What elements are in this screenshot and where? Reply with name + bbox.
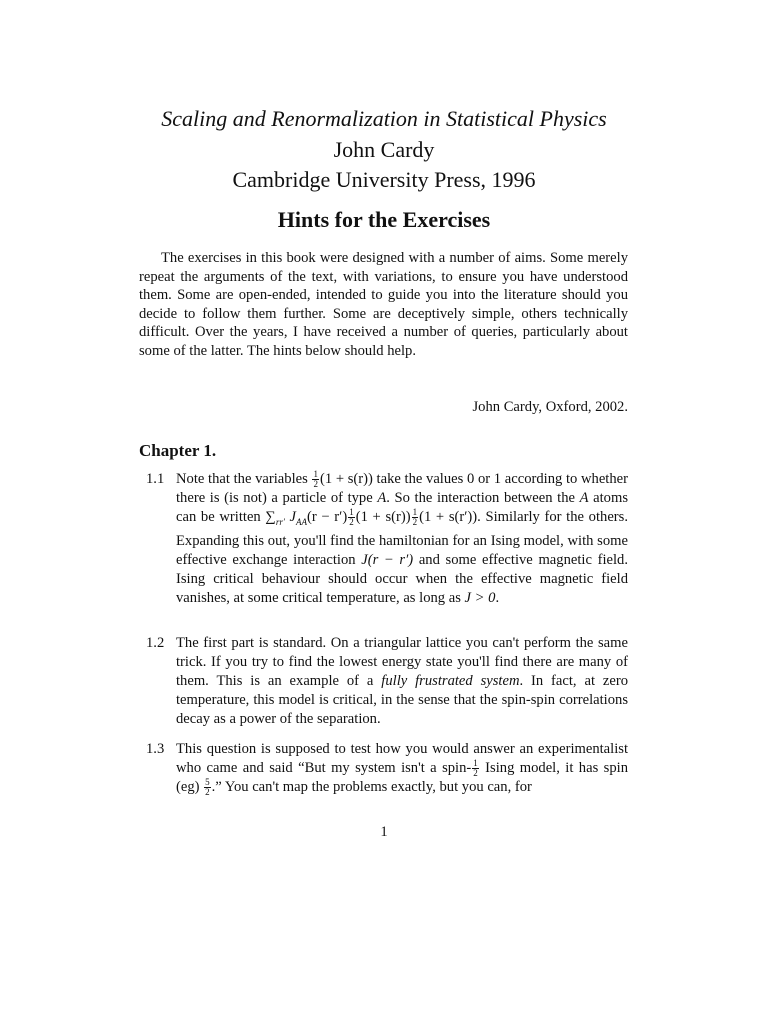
- intro-paragraph: The exercises in this book were designed with a number of aims. Some merely repeat the arguments of the text, with variations, to ensure you have understood them. Some are open-ended, intended to guide you into the literature should you decide to follow them further. Some are deceptively simple, others technically difficult. Over the years, I have received a number of queries, particularly about some of the latter. The hints below should help.: [139, 250, 628, 359]
- book-header: [0, 102, 768, 195]
- text-run: Ising model, it has spin (eg): [176, 760, 628, 796]
- math-expression: (1 + s(r)): [319, 471, 373, 487]
- text-run: .: [495, 590, 500, 607]
- math-expression: J(r − r′): [361, 552, 414, 569]
- book-title: Scaling and Renormalization in Statistical Physics: [161, 106, 607, 131]
- publisher: Cambridge University Press, 1996: [232, 167, 536, 192]
- math-subscript: AA: [295, 517, 307, 528]
- text-run: take the values 0 or 1 according to whether there is (is not) a particle of type: [176, 471, 628, 507]
- math-expression: (1 + s(r′)): [419, 509, 478, 526]
- signature: John Cardy, Oxford, 2002.: [472, 399, 628, 415]
- fraction-half: $\frac{1}{2}$: [412, 507, 418, 528]
- text-run: .” You can't map the problems exactly, but you can, for: [211, 779, 532, 796]
- exercise-number: 1.2: [146, 635, 165, 651]
- math-expression: J > 0: [464, 590, 496, 607]
- exercise-text: [176, 470, 628, 608]
- math-expression: (1 + s(r)): [355, 509, 411, 526]
- emphasis: fully frustrated system: [381, 673, 520, 689]
- fraction-half: $\frac{1}{2}$: [473, 758, 478, 779]
- exercise-1-2: [146, 634, 628, 729]
- section-title: Hints for the Exercises: [277, 207, 491, 232]
- text-run: Note that the variables: [176, 471, 308, 487]
- sum-symbol: ∑: [265, 509, 276, 526]
- fraction-half: $\frac{1}{2}$: [349, 507, 354, 528]
- math-symbol: J: [289, 509, 296, 526]
- text-run: . So the interaction between the: [386, 490, 575, 507]
- page-number: 1: [380, 824, 388, 840]
- exercise-text: [176, 634, 628, 729]
- fraction-half: $\frac{1}{2}$: [313, 469, 318, 490]
- fraction-five-halves: $\frac{5}{2}$: [205, 777, 210, 798]
- exercise-1-3: [146, 740, 628, 797]
- text-run: The first part is standard. On a triangular lattice you can't perform the same trick. If you try to find the lowest energy state you'll find there are many of them. This is an example of a: [176, 635, 628, 689]
- text-run: . In fact, at zero temperature, this model is critical, in the sense that the spin-spin correlations decay as a power of the separation.: [176, 673, 628, 727]
- math-symbol: A: [377, 490, 387, 507]
- exercise-number: 1.3: [146, 741, 165, 757]
- math-expression: (r − r′): [306, 509, 348, 526]
- text-run: . Similarly for the others. Expanding this out, you'll find the hamiltonian for an Ising model, with some effective exchange interaction: [176, 509, 628, 569]
- text-run: atoms can be written: [176, 490, 629, 526]
- math-symbol: A: [579, 490, 589, 507]
- sum-subscript: rr′: [275, 517, 285, 528]
- exercise-text: [176, 740, 628, 797]
- exercise-1-1: [146, 470, 628, 608]
- text-run: and some effective magnetic field. Ising critical behaviour should occur when the effective magnetic field vanishes, at some critical temperature, as long as: [176, 552, 628, 607]
- author: John Cardy: [333, 137, 435, 162]
- text-run: This question is supposed to test how you would answer an experimentalist who came and said “But my system isn't a spin-: [176, 741, 628, 776]
- chapter-heading: Chapter 1.: [139, 441, 217, 460]
- exercise-number: 1.1: [146, 471, 165, 487]
